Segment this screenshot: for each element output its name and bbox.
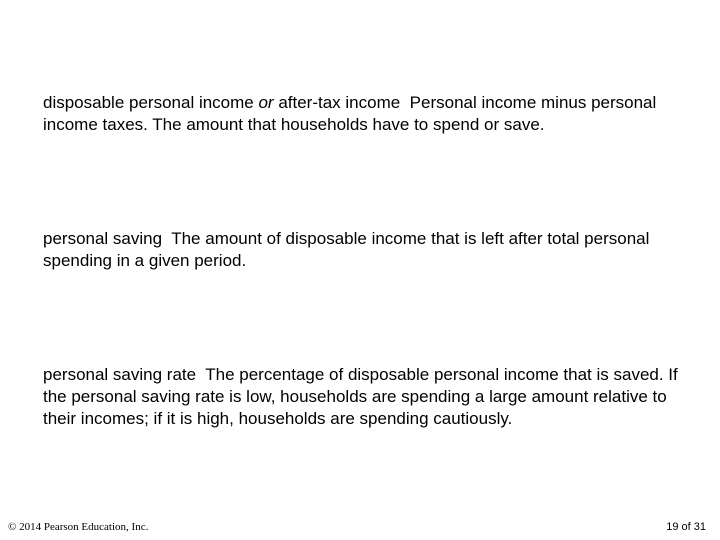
definition-text: The percentage of disposable personal income that is saved. If the personal saving rate is low, households are spending a large amount relative to their incomes; if it is high, households are spending cautiously. [43,365,678,428]
term-personal-saving: personal saving [43,229,163,248]
definition-disposable-personal-income [43,92,683,136]
definition-personal-saving-rate [43,364,683,430]
term-personal-saving-rate: personal saving rate [43,365,197,384]
term-or-connector: or [258,93,274,112]
definition-personal-saving [43,228,683,272]
page-number: 19 of 31 [666,521,706,533]
definition-text: Personal income minus personal income taxes. The amount that households have to spend or save. [43,93,657,134]
definition-text: The amount of disposable income that is left after total personal spending in a given period. [43,229,650,270]
term-disposable-personal-income: disposable personal income or after-tax income [43,93,401,112]
copyright-notice: © 2014 Pearson Education, Inc. [8,521,149,533]
